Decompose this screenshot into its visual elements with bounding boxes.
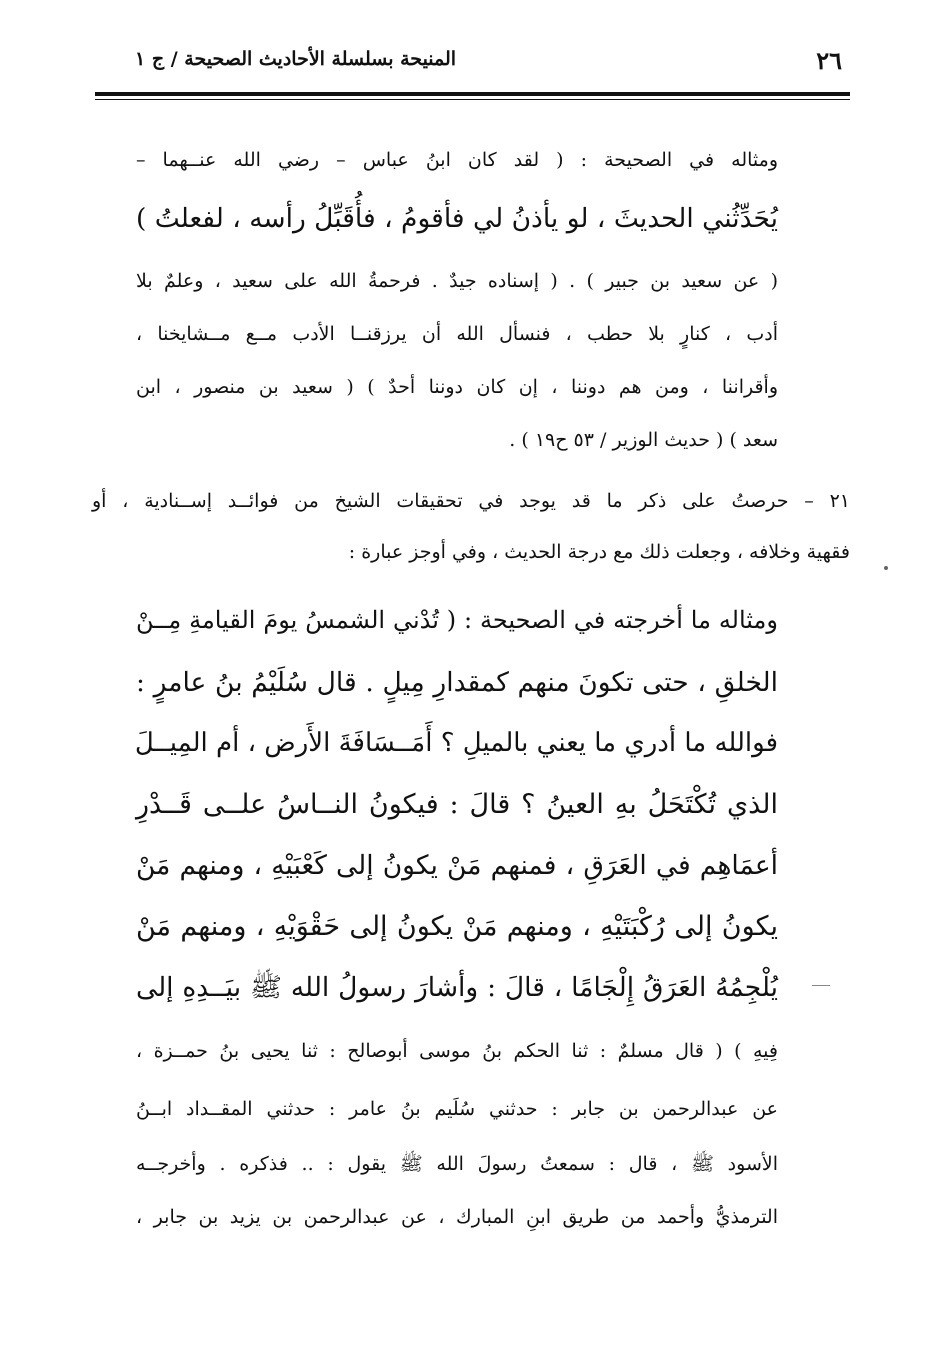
numbered-paragraph-line: ٢١ – حرصتُ على ذكر ما قد يوجد في تحقيقات الشيخ من فوائــد إســنادية ، أو bbox=[92, 490, 850, 512]
text-line: الترمذيُّ وأحمد من طريق ابنِ المبارك ، عن عبدالرحمن بن يزيد بن جابر ، bbox=[136, 1206, 778, 1228]
text-line: وأقراننا ، ومن هم دوننا ، إن كان دوننا أحدٌ ) ( سعيد بن منصور ، ابن bbox=[136, 376, 778, 398]
text-line: أعمَاهِم في العَرَقِ ، فمنهم مَنْ يكونُ إلى كَعْبَيْهِ ، ومنهم مَنْ bbox=[136, 850, 778, 881]
text-line: سعد ) ( حديث الوزير / ٥٣ ح١٩ ) . bbox=[509, 429, 778, 451]
text-line: يُلْجِمُهُ العَرَقُ إِلْجَامًا ، قالَ : وأشارَ رسولُ الله ﷺ بيَــدِهِ إلى bbox=[136, 972, 778, 1003]
text-line: فِيهِ ) ( قال مسلمٌ : ثنا الحكم بنُ موسى أبوصالح : ثنا يحيى بنُ حمــزة ، bbox=[136, 1040, 778, 1062]
text-line: يُحَدِّثُني الحديثَ ، لو يأذنُ لي فأقومُ ، فأُقَبِّلُ رأسه ، لفعلتُ ) bbox=[135, 203, 778, 234]
text-line: الذي تُكْتَحَلُ بهِ العينُ ؟ قالَ : فيكونُ النــاسُ علــى قَــدْرِ bbox=[136, 789, 778, 820]
book-title: المنيحة بسلسلة الأحاديث الصحيحة / ج ١ bbox=[135, 48, 457, 70]
text-line: الأسود ﷺ ، قال : سمعتُ رسولَ الله ﷺ يقول : .. فذكره . وأخرجــه bbox=[136, 1153, 778, 1175]
header-rule bbox=[95, 92, 850, 96]
margin-mark bbox=[884, 566, 888, 570]
margin-mark bbox=[812, 985, 830, 986]
text-line: الخلقِ ، حتى تكونَ منهم كمقدارِ مِيلٍ . قال سُلَيْمُ بنُ عامرٍ : bbox=[136, 667, 778, 698]
text-line: ومثاله ما أخرجته في الصحيحة : ( تُدْني الشمسُ يومَ القيامةِ مِــنْ bbox=[136, 606, 778, 634]
header-rule-thin bbox=[95, 99, 850, 100]
text-line: فوالله ما أدري ما يعني بالميلِ ؟ أَمَــسَافَةَ الأَرض ، أم المِيــلَ bbox=[134, 728, 778, 758]
running-header bbox=[95, 40, 850, 80]
text-line: عن عبدالرحمن بن جابر : حدثني سُلَيم بنُ عامر : حدثني المقــداد ابــنُ bbox=[136, 1098, 778, 1120]
page-number: ٢٦ bbox=[816, 46, 842, 75]
text-line: يكونُ إلى رُكْبَتَيْهِ ، ومنهم مَنْ يكونُ إلى حَقْوَيْهِ ، ومنهم مَنْ bbox=[136, 911, 778, 942]
numbered-paragraph-line: فقهية وخلافه ، وجعلت ذلك مع درجة الحديث ، وفي أوجز عبارة : bbox=[348, 541, 850, 563]
text-line: ومثاله في الصحيحة : ( لقد كان ابنُ عباس – رضي الله عنــهما – bbox=[136, 149, 778, 171]
text-line: ( عن سعيد بن جبير ) . ( إسناده جيدٌ . فرحمةُ الله على سعيد ، وعلمٌ بلا bbox=[136, 270, 778, 292]
text-line: أدب ، كنارٍ بلا حطب ، فنسأل الله أن يرزقنــا الأدب مــع مــشايخنا ، bbox=[136, 323, 778, 345]
